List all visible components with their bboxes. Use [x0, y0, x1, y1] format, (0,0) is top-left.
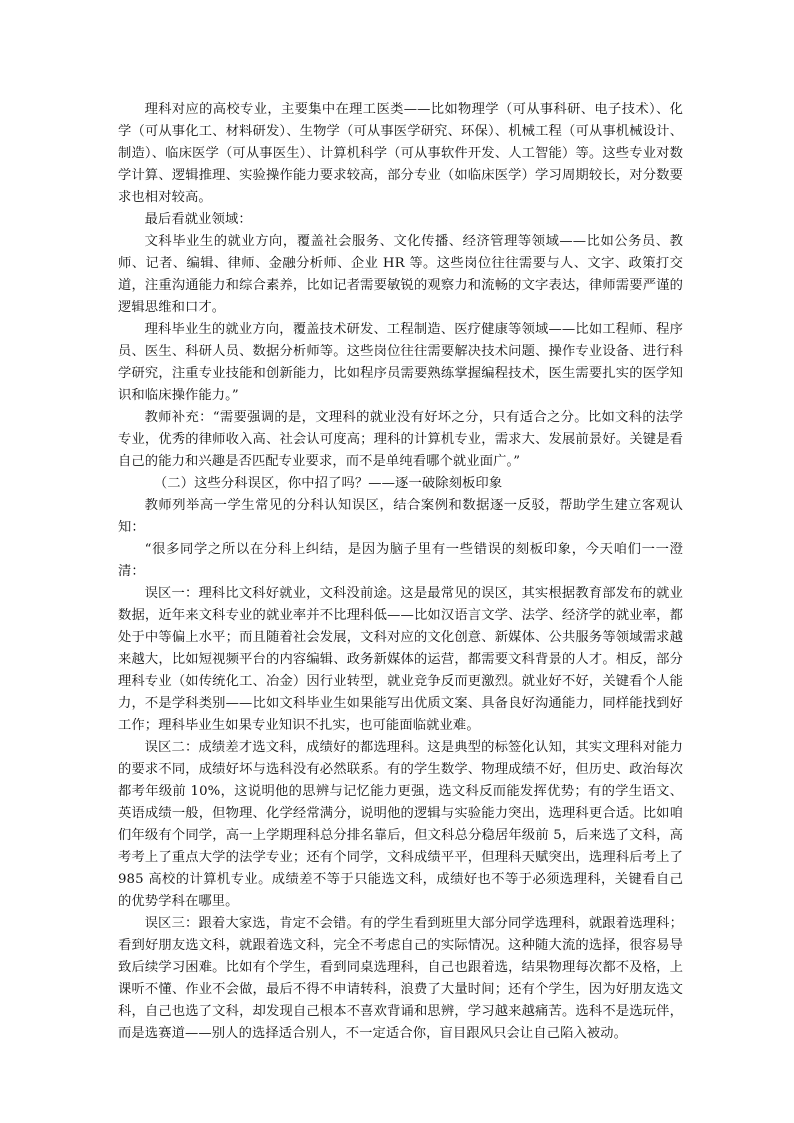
paragraph-arts-employment: 文科毕业生的就业方向，覆盖社会服务、文化传播、经济管理等领域——比如公务员、教师、记者、编辑、律师、金融分析师、企业 HR 等。这些岗位往往需要与人、文字、政策打交道，注重沟通能力和综合素养，比如记者需要敏锐的观察力和流畅的文字表达，律师需要严谨的逻辑思维和口才。	[118, 234, 683, 315]
paragraph-teacher-supplement: 教师补充：“需要强调的是，文理科的就业没有好坏之分，只有适合之分。比如文科的法学专业，优秀的律师收入高、社会认可度高；理科的计算机专业，需求大、发展前景好。关键是看自己的能力和兴趣是否匹配专业要求，而不是单纯看哪个就业面广。”	[118, 410, 683, 469]
paragraph-misconception-one: 误区一：理科比文科好就业，文科没前途。这是最常见的误区，其实根据教育部发布的就业数据，近年来文科专业的就业率并不比理科低——比如汉语言文学、法学、经济学的就业率，都处于中等偏上水平；而且随着社会发展，文科对应的文化创意、新媒体、公共服务等领域需求越来越大，比如短视频平台的内容编辑、政务新媒体的运营，都需要文科背景的人才。相反，部分理科专业（如传统化工、冶金）因行业转型，就业竞争反而更激烈。就业好不好，关键看个人能力，不是学科类别——比如文科毕业生如果能写出优质文案、具备良好沟通能力，同样能找到好工作；理科毕业生如果专业知识不扎实，也可能面临就业难。	[118, 586, 683, 733]
paragraph-clarify-quote: “很多同学之所以在分科上纠结，是因为脑子里有一些错误的刻板印象，今天咱们一一澄清：	[118, 542, 683, 579]
paragraph-misconception-three: 误区三：跟着大家选，肯定不会错。有的学生看到班里大部分同学选理科，就跟着选理科；看到好朋友选文科，就跟着选文科，完全不考虑自己的实际情况。这种随大流的选择，很容易导致后续学习困难。比如有个学生，看到同桌选理科，自己也跟着选，结果物理每次都不及格，上课听不懂、作业不会做，最后不得不申请转科，浪费了大量时间；还有个学生，因为好朋友选文科，自己也选了文科，却发现自己根本不喜欢背诵和思辨，学习越来越痛苦。选科不是选玩伴，而是选赛道——别人的选择适合别人，不一定适合你，盲目跟风只会让自己陷入被动。	[118, 916, 683, 1041]
paragraph-misconceptions-intro: 教师列举高一学生常见的分科认知误区，结合案例和数据逐一反驳，帮助学生建立客观认知：	[118, 498, 683, 535]
paragraph-science-employment: 理科毕业生的就业方向，覆盖技术研发、工程制造、医疗健康等领域——比如工程师、程序员、医生、科研人员、数据分析师等。这些岗位往往需要解决技术问题、操作专业设备、进行科学研究，注重专业技能和创新能力，比如程序员需要熟练掌握编程技术，医生需要扎实的医学知识和临床操作能力。”	[118, 322, 683, 403]
document-body	[118, 99, 683, 1045]
paragraph-science-majors: 理科对应的高校专业，主要集中在理工医类——比如物理学（可从事科研、电子技术）、化学（可从事化工、材料研发）、生物学（可从事医学研究、环保）、机械工程（可从事机械设计、制造）、临床医学（可从事医生）、计算机科学（可从事软件开发、人工智能）等。这些专业对数学计算、逻辑推理、实验操作能力要求较高，部分专业（如临床医学）学习周期较长，对分数要求也相对较高。	[118, 102, 683, 205]
paragraph-employment-intro: 最后看就业领域：	[144, 212, 252, 227]
section-heading-misconceptions: （二）这些分科误区，你中招了吗？——逐一破除刻板印象	[153, 476, 503, 491]
paragraph-misconception-two: 误区二：成绩差才选文科，成绩好的都选理科。这是典型的标签化认知，其实文理科对能力的要求不同，成绩好坏与选科没有必然联系。有的学生数学、物理成绩不好，但历史、政治每次都考年级前 10%，这说明他的思辨与记忆能力更强，选文科反而能发挥优势；有的学生语文、英语成绩一般，但物理、化学经常满分，说明他的逻辑与实验能力突出，选理科更合适。比如咱们年级有个同学，高一上学期理科总分排名靠后，但文科总分稳居年级前 5，后来选了文科，高考考上了重点大学的法学专业；还有个同学，文科成绩平平，但理科天赋突出，选理科后考上了 985 高校的计算机专业。成绩差不等于只能选文科，成绩好也不等于必须选理科，关键看自己的优势学科在哪里。	[118, 740, 683, 909]
